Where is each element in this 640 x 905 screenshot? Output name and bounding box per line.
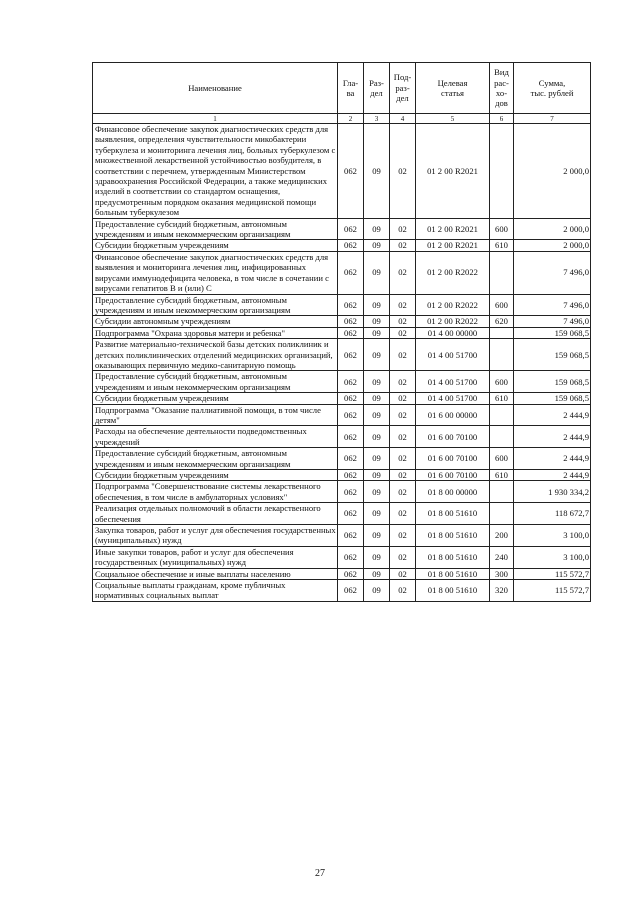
row-podrazdel: 02 — [390, 316, 416, 327]
row-razdel: 09 — [364, 339, 390, 371]
row-summa: 7 496,0 — [514, 251, 591, 294]
row-glava: 062 — [338, 546, 364, 568]
row-name: Социальные выплаты гражданам, кроме публичных нормативных социальных выплат — [93, 580, 338, 602]
row-vid: 620 — [490, 316, 514, 327]
table-row — [93, 448, 591, 470]
row-celevaya: 01 4 00 51700 — [416, 339, 490, 371]
row-celevaya: 01 2 00 R2022 — [416, 251, 490, 294]
header-name: Наименование — [93, 63, 338, 114]
row-vid: 240 — [490, 546, 514, 568]
row-razdel: 09 — [364, 316, 390, 327]
row-podrazdel: 02 — [390, 580, 416, 602]
row-razdel: 09 — [364, 124, 390, 219]
row-vid — [490, 503, 514, 525]
row-podrazdel: 02 — [390, 339, 416, 371]
row-vid: 600 — [490, 294, 514, 316]
row-podrazdel: 02 — [390, 251, 416, 294]
table-row — [93, 316, 591, 327]
row-vid — [490, 426, 514, 448]
row-summa: 159 068,5 — [514, 339, 591, 371]
row-glava: 062 — [338, 294, 364, 316]
row-summa: 159 068,5 — [514, 393, 591, 404]
row-summa: 3 100,0 — [514, 546, 591, 568]
header-summa: Сумма, тыс. рублей — [514, 63, 591, 114]
row-vid: 200 — [490, 525, 514, 547]
row-glava: 062 — [338, 525, 364, 547]
row-celevaya: 01 8 00 00000 — [416, 481, 490, 503]
row-glava: 062 — [338, 316, 364, 327]
row-podrazdel: 02 — [390, 546, 416, 568]
row-summa: 7 496,0 — [514, 294, 591, 316]
row-celevaya: 01 6 00 70100 — [416, 448, 490, 470]
row-glava: 062 — [338, 393, 364, 404]
row-glava: 062 — [338, 124, 364, 219]
row-vid — [490, 251, 514, 294]
row-podrazdel: 02 — [390, 503, 416, 525]
row-name: Субсидии бюджетным учреждениям — [93, 393, 338, 404]
header-row — [93, 63, 591, 114]
row-vid: 600 — [490, 371, 514, 393]
col-number: 6 — [490, 114, 514, 124]
header-podrazdel: Под- раз- дел — [390, 63, 416, 114]
table-row — [93, 218, 591, 240]
row-summa: 2 444,9 — [514, 470, 591, 481]
row-name: Социальное обеспечение и иные выплаты населению — [93, 568, 338, 579]
row-vid: 610 — [490, 393, 514, 404]
row-glava: 062 — [338, 568, 364, 579]
col-number: 7 — [514, 114, 591, 124]
row-razdel: 09 — [364, 393, 390, 404]
row-summa: 2 444,9 — [514, 448, 591, 470]
row-celevaya: 01 2 00 R2021 — [416, 240, 490, 251]
row-razdel: 09 — [364, 525, 390, 547]
table-row — [93, 580, 591, 602]
row-name: Реализация отдельных полномочий в области лекарственного обеспечения — [93, 503, 338, 525]
page-number: 27 — [315, 868, 325, 879]
row-celevaya: 01 2 00 R2022 — [416, 294, 490, 316]
row-glava: 062 — [338, 503, 364, 525]
row-name: Закупка товаров, работ и услуг для обеспечения государственных (муниципальных) нужд — [93, 525, 338, 547]
row-name: Предоставление субсидий бюджетным, автономным учреждениям и иным некоммерческим организациям — [93, 371, 338, 393]
row-podrazdel: 02 — [390, 448, 416, 470]
row-podrazdel: 02 — [390, 525, 416, 547]
row-vid — [490, 481, 514, 503]
row-vid: 610 — [490, 470, 514, 481]
row-podrazdel: 02 — [390, 124, 416, 219]
table-row — [93, 251, 591, 294]
table-row — [93, 327, 591, 338]
row-name: Предоставление субсидий бюджетным, автономным учреждениям и иным некоммерческим организациям — [93, 218, 338, 240]
table-row — [93, 481, 591, 503]
row-vid: 300 — [490, 568, 514, 579]
row-celevaya: 01 6 00 70100 — [416, 470, 490, 481]
row-vid — [490, 327, 514, 338]
row-razdel: 09 — [364, 218, 390, 240]
row-summa: 1 930 334,2 — [514, 481, 591, 503]
row-podrazdel: 02 — [390, 404, 416, 426]
row-glava: 062 — [338, 426, 364, 448]
row-celevaya: 01 4 00 00000 — [416, 327, 490, 338]
row-name: Субсидии бюджетным учреждениям — [93, 470, 338, 481]
row-celevaya: 01 4 00 51700 — [416, 371, 490, 393]
row-glava: 062 — [338, 327, 364, 338]
table-row — [93, 568, 591, 579]
row-summa: 3 100,0 — [514, 525, 591, 547]
row-summa: 7 496,0 — [514, 316, 591, 327]
row-name: Субсидии бюджетным учреждениям — [93, 240, 338, 251]
table-row — [93, 240, 591, 251]
header-celevaya: Целевая статья — [416, 63, 490, 114]
row-name: Финансовое обеспечение закупок диагностических средств для выявления, определения чувствительности микобактерии туберкулеза и мониторинга лечения лиц, больных туберкулезом с множественной лекарственной устойчивостью возбудителя, в соответствии с перечнем, утвержденным Министерством здравоохранения Российской Федерации, а также медицинских изделий в соответствии со стандартом оснащения, предусмотренным порядком оказания медицинской помощи больным туберкулезом — [93, 124, 338, 219]
col-number: 1 — [93, 114, 338, 124]
row-podrazdel: 02 — [390, 481, 416, 503]
row-glava: 062 — [338, 218, 364, 240]
row-summa: 2 000,0 — [514, 124, 591, 219]
row-razdel: 09 — [364, 371, 390, 393]
row-celevaya: 01 8 00 51610 — [416, 568, 490, 579]
row-celevaya: 01 2 00 R2021 — [416, 218, 490, 240]
row-glava: 062 — [338, 481, 364, 503]
row-podrazdel: 02 — [390, 218, 416, 240]
row-glava: 062 — [338, 580, 364, 602]
row-vid: 600 — [490, 218, 514, 240]
header-razdel: Раз- дел — [364, 63, 390, 114]
row-celevaya: 01 8 00 51610 — [416, 525, 490, 547]
row-summa: 2 444,9 — [514, 426, 591, 448]
header-vid: Вид рас- хо- дов — [490, 63, 514, 114]
row-razdel: 09 — [364, 251, 390, 294]
row-vid: 320 — [490, 580, 514, 602]
row-podrazdel: 02 — [390, 426, 416, 448]
row-glava: 062 — [338, 470, 364, 481]
row-podrazdel: 02 — [390, 371, 416, 393]
row-razdel: 09 — [364, 426, 390, 448]
budget-table — [92, 62, 591, 602]
row-name: Предоставление субсидий бюджетным, автономным учреждениям и иным некоммерческим организациям — [93, 294, 338, 316]
row-razdel: 09 — [364, 503, 390, 525]
row-summa: 115 572,7 — [514, 580, 591, 602]
table-row — [93, 371, 591, 393]
row-podrazdel: 02 — [390, 327, 416, 338]
row-razdel: 09 — [364, 546, 390, 568]
table-row — [93, 426, 591, 448]
row-glava: 062 — [338, 371, 364, 393]
row-name: Субсидии автономным учреждениям — [93, 316, 338, 327]
row-vid: 600 — [490, 448, 514, 470]
row-razdel: 09 — [364, 580, 390, 602]
header-glava: Гла- ва — [338, 63, 364, 114]
table-row — [93, 393, 591, 404]
row-razdel: 09 — [364, 481, 390, 503]
row-name: Иные закупки товаров, работ и услуг для обеспечения государственных (муниципальных) нужд — [93, 546, 338, 568]
table-row — [93, 503, 591, 525]
row-razdel: 09 — [364, 240, 390, 251]
row-name: Подпрограмма "Совершенствование системы лекарственного обеспечения, в том числе в амбулаторных условиях" — [93, 481, 338, 503]
table-row — [93, 339, 591, 371]
row-glava: 062 — [338, 339, 364, 371]
table-row — [93, 404, 591, 426]
col-number: 5 — [416, 114, 490, 124]
row-summa: 115 572,7 — [514, 568, 591, 579]
row-vid: 610 — [490, 240, 514, 251]
row-razdel: 09 — [364, 404, 390, 426]
row-razdel: 09 — [364, 448, 390, 470]
row-podrazdel: 02 — [390, 240, 416, 251]
row-razdel: 09 — [364, 294, 390, 316]
row-summa: 2 444,9 — [514, 404, 591, 426]
row-name: Подпрограмма "Оказание паллиативной помощи, в том числе детям" — [93, 404, 338, 426]
row-name: Подпрограмма "Охрана здоровья матери и ребенка" — [93, 327, 338, 338]
row-podrazdel: 02 — [390, 568, 416, 579]
row-summa: 118 672,7 — [514, 503, 591, 525]
table-row — [93, 546, 591, 568]
row-razdel: 09 — [364, 327, 390, 338]
col-number: 4 — [390, 114, 416, 124]
row-celevaya: 01 6 00 00000 — [416, 404, 490, 426]
row-glava: 062 — [338, 240, 364, 251]
row-celevaya: 01 8 00 51610 — [416, 580, 490, 602]
table-row — [93, 525, 591, 547]
row-name: Финансовое обеспечение закупок диагностических средств для выявления и мониторинга лечения лиц, инфицированных вирусами иммунодефицита человека, в том числе в сочетании с вирусами гепатитов В и (или) С — [93, 251, 338, 294]
column-number-row — [93, 114, 591, 124]
row-razdel: 09 — [364, 470, 390, 481]
row-vid — [490, 339, 514, 371]
row-podrazdel: 02 — [390, 393, 416, 404]
table-body — [93, 124, 591, 602]
row-vid — [490, 124, 514, 219]
row-glava: 062 — [338, 404, 364, 426]
row-summa: 2 000,0 — [514, 240, 591, 251]
row-celevaya: 01 4 00 51700 — [416, 393, 490, 404]
col-number: 2 — [338, 114, 364, 124]
row-podrazdel: 02 — [390, 294, 416, 316]
table-row — [93, 470, 591, 481]
row-glava: 062 — [338, 448, 364, 470]
row-summa: 159 068,5 — [514, 327, 591, 338]
row-celevaya: 01 8 00 51610 — [416, 503, 490, 525]
row-celevaya: 01 2 00 R2021 — [416, 124, 490, 219]
row-name: Расходы на обеспечение деятельности подведомственных учреждений — [93, 426, 338, 448]
col-number: 3 — [364, 114, 390, 124]
row-podrazdel: 02 — [390, 470, 416, 481]
row-celevaya: 01 8 00 51610 — [416, 546, 490, 568]
row-summa: 2 000,0 — [514, 218, 591, 240]
row-celevaya: 01 6 00 70100 — [416, 426, 490, 448]
row-razdel: 09 — [364, 568, 390, 579]
row-celevaya: 01 2 00 R2022 — [416, 316, 490, 327]
table-row — [93, 294, 591, 316]
table-row — [93, 124, 591, 219]
row-name: Предоставление субсидий бюджетным, автономным учреждениям и иным некоммерческим организациям — [93, 448, 338, 470]
row-summa: 159 068,5 — [514, 371, 591, 393]
row-glava: 062 — [338, 251, 364, 294]
row-name: Развитие материально-технической базы детских поликлиник и детских поликлинических отделений медицинских организаций, оказывающих первичную медико-санитарную помощь — [93, 339, 338, 371]
row-vid — [490, 404, 514, 426]
